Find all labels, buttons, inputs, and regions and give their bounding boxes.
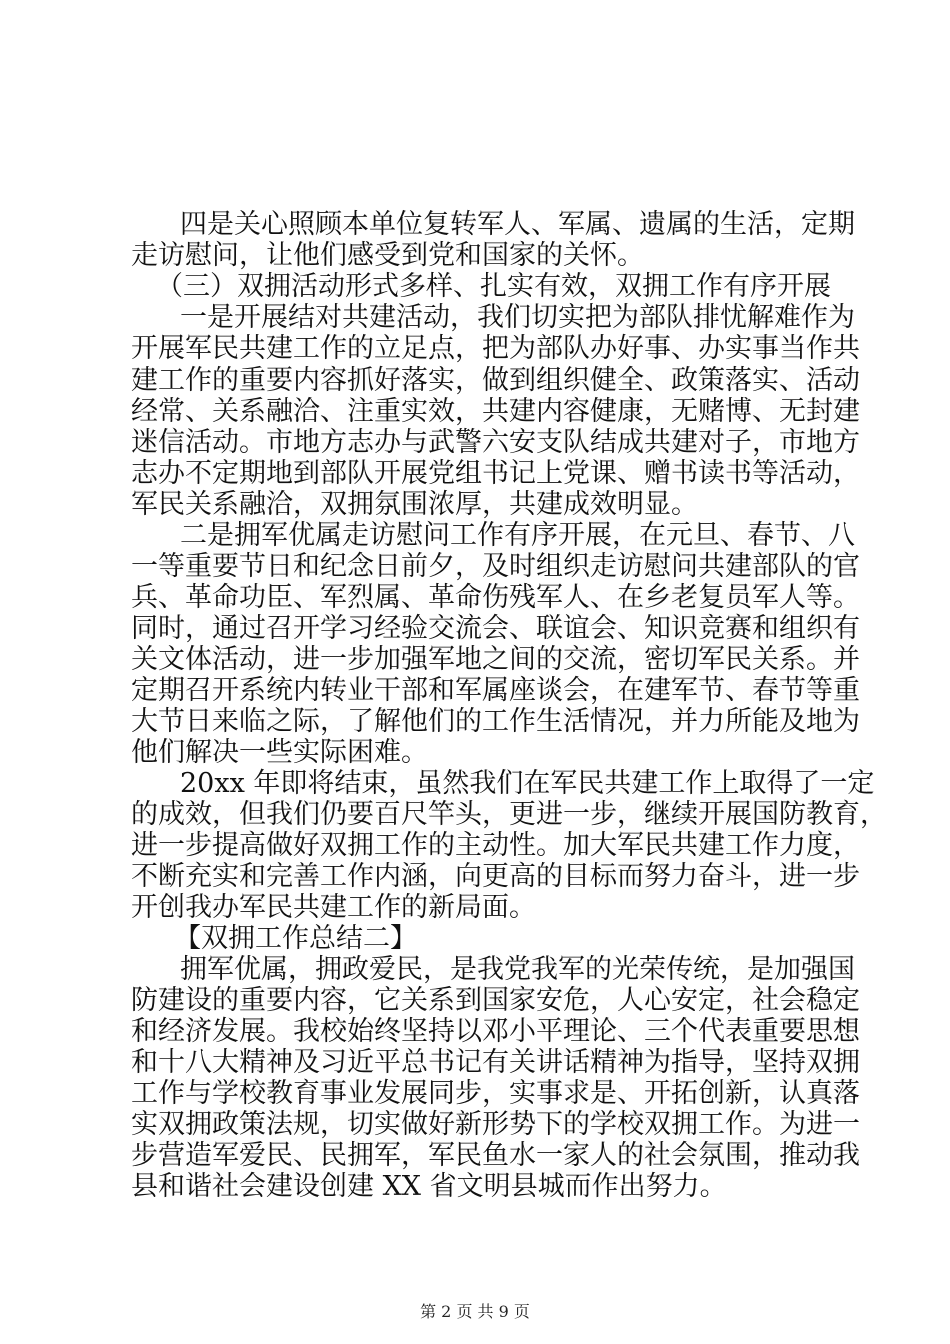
- paragraph-line: 开展军民共建工作的立足点，把为部队办好事、办实事当作共: [131, 333, 860, 364]
- paragraph-line: 二是拥军优属走访慰问工作有序开展，在元旦、春节、八: [180, 520, 855, 551]
- paragraph-line: 同时，通过召开学习经验交流会、联谊会、知识竞赛和组织有: [131, 613, 860, 644]
- paragraph-line: 和经济发展。我校始终坚持以邓小平理论、三个代表重要思想: [131, 1016, 860, 1047]
- paragraph-line: 一是开展结对共建活动，我们切实把为部队排忧解难作为: [180, 302, 855, 333]
- paragraph-line: 兵、革命功臣、军烈属、革命伤残军人、在乡老复员军人等。: [131, 582, 860, 613]
- paragraph-line: 和十八大精神及习近平总书记有关讲话精神为指导，坚持双拥: [131, 1047, 860, 1078]
- paragraph-line: 大节日来临之际，了解他们的工作生活情况，并力所能及地为: [131, 706, 860, 737]
- paragraph-line: 建工作的重要内容抓好落实，做到组织健全、政策落实、活动: [131, 365, 860, 396]
- paragraph-line: 防建设的重要内容，它关系到国家安危，人心安定，社会稳定: [131, 985, 860, 1016]
- paragraph-line: 定期召开系统内转业干部和军属座谈会，在建军节、春节等重: [131, 675, 860, 706]
- paragraph-line: 拥军优属，拥政爱民，是我党我军的光荣传统，是加强国: [180, 954, 855, 985]
- paragraph-line: 走访慰问，让他们感受到党和国家的关怀。: [131, 240, 644, 271]
- paragraph-line: 实双拥政策法规，切实做好新形势下的学校双拥工作。为进一: [131, 1109, 860, 1140]
- paragraph-line: 县和谐社会建设创建 XX 省文明县城而作出努力。: [131, 1171, 727, 1202]
- paragraph-line: 志办不定期地到部队开展党组书记上党课、赠书读书等活动，: [131, 458, 860, 489]
- paragraph-line: 进一步提高做好双拥工作的主动性。加大军民共建工作力度，: [131, 830, 860, 861]
- paragraph-line: 经常、关系融洽、注重实效，共建内容健康，无赌博、无封建: [131, 396, 860, 427]
- page-number-footer: 第 2 页 共 9 页: [420, 1302, 530, 1321]
- section-title: 【双拥工作总结二】: [174, 923, 417, 954]
- paragraph-line: 关文体活动，进一步加强军地之间的交流，密切军民关系。并: [131, 644, 860, 675]
- paragraph-line: 的成效，但我们仍要百尺竿头，更进一步，继续开展国防教育，: [131, 799, 887, 830]
- paragraph-line: 一等重要节日和纪念日前夕，及时组织走访慰问共建部队的官: [131, 551, 860, 582]
- paragraph-line: 步营造军爱民、民拥军，军民鱼水一家人的社会氛围，推动我: [131, 1140, 860, 1171]
- paragraph-line: 不断充实和完善工作内涵，向更高的目标而努力奋斗，进一步: [131, 861, 860, 892]
- paragraph-line: 他们解决一些实际困难。: [131, 737, 428, 768]
- paragraph-line: 工作与学校教育事业发展同步，实事求是、开拓创新，认真落: [131, 1078, 860, 1109]
- paragraph-line: 开创我办军民共建工作的新局面。: [131, 892, 536, 923]
- paragraph-line: 四是关心照顾本单位复转军人、军属、遗属的生活，定期: [180, 209, 855, 240]
- section-heading: （三）双拥活动形式多样、扎实有效，双拥工作有序开展: [156, 271, 831, 302]
- paragraph-line: 迷信活动。市地方志办与武警六安支队结成共建对子，市地方: [131, 427, 860, 458]
- paragraph-line: 20xx 年即将结束，虽然我们在军民共建工作上取得了一定: [180, 768, 875, 799]
- paragraph-line: 军民关系融洽，双拥氛围浓厚，共建成效明显。: [131, 489, 698, 520]
